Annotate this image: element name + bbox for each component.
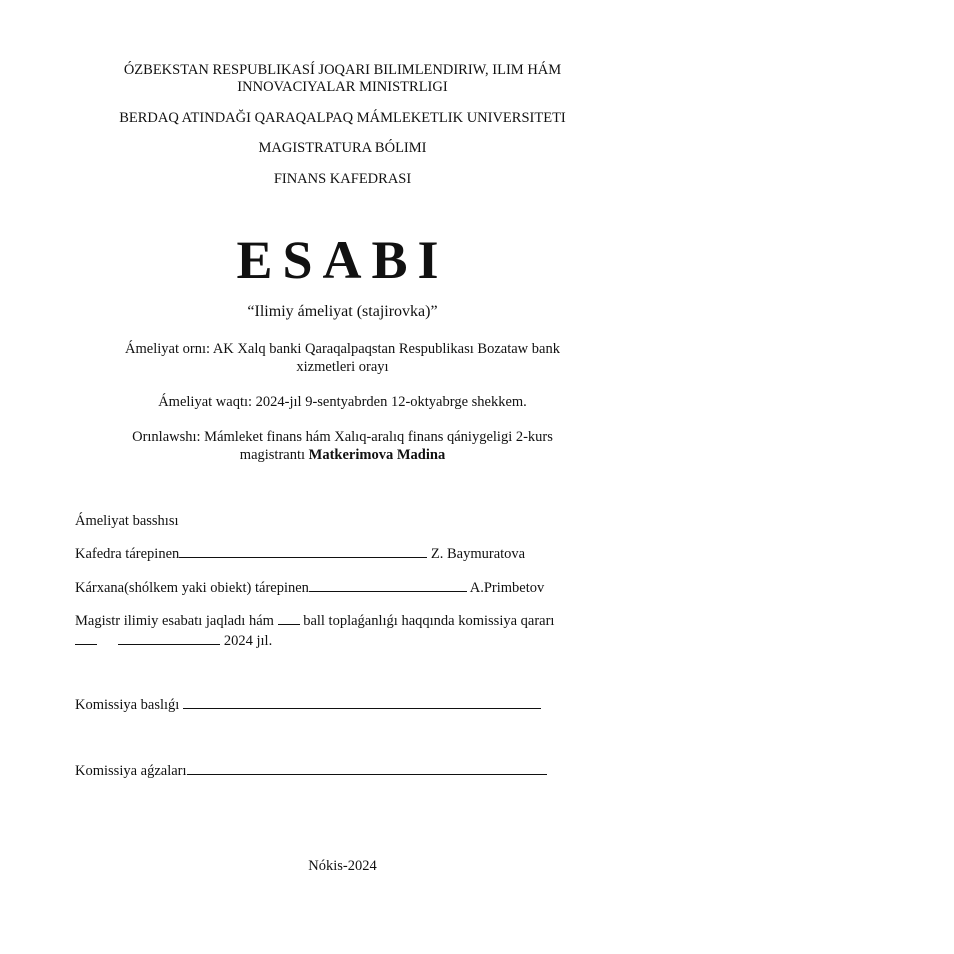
commission-members-label: Komissiya aǵzaları [75, 763, 187, 779]
practice-place-line-1: Ámeliyat ornı: AK Xalq banki Qaraqalpaqstan Respublikası Bozataw bank [125, 341, 560, 357]
karxana-signature-blank [309, 577, 467, 592]
defense-year: 2024 jıl. [223, 633, 273, 649]
commission-chair-line [75, 694, 541, 714]
ministry-line-1: ÓZBEKSTAN RESPUBLIKASÍ JOQARI BILIMLENDIRIW, ILIM HÁM [123, 62, 562, 78]
performer-line-1: Orınlawshı: Mámleket finans hám Xalıq-aralıq finans qániygeligi 2-kurs [132, 429, 553, 445]
commission-members-line [75, 760, 547, 780]
department-name: MAGISTRATURA BÓLIMI [258, 140, 427, 156]
performer-prefix: magistrantı [239, 447, 306, 463]
university-name: BERDAQ ATINDAĞI QARAQALPAQ MÁMLEKETLIK UNIVERSITETI [119, 110, 566, 126]
defense-text-b: ball toplaǵanlıǵı haqqında komissiya qararı [303, 613, 555, 629]
kafedra-signature-blank [179, 543, 427, 558]
defense-text-a: Magistr ilimiy esabatı jaqladı hám [75, 613, 274, 629]
defense-line-1 [75, 610, 554, 630]
commission-chair-blank [183, 694, 541, 709]
practice-place-line-2: xizmetleri orayı [296, 359, 389, 375]
document-title: ESABI [236, 230, 449, 290]
commission-members-blank [187, 760, 547, 775]
commission-chair-label: Komissiya baslıǵı [75, 697, 180, 713]
practice-time: Ámeliyat waqtı: 2024-jıl 9-sentyabrden 12-oktyabrge shekkem. [158, 394, 527, 410]
day-blank [75, 630, 97, 645]
footer-city-year: Nókis-2024 [308, 858, 377, 874]
document-subtitle: “Ilimiy ámeliyat (stajirovka)” [247, 303, 438, 320]
score-blank [278, 610, 300, 625]
kafedra-signature-line [75, 543, 525, 563]
defense-line-2 [75, 630, 272, 650]
performer-line-2 [40, 446, 645, 464]
kafedra-supervisor-name: Z. Baymuratova [430, 546, 526, 562]
karxana-supervisor-name: A.Primbetov [469, 580, 545, 596]
performer-name: Matkerimova Madina [308, 447, 446, 463]
supervisor-heading: Ámeliyat basshısı [75, 513, 179, 529]
karxana-signature-line [75, 577, 544, 597]
chair-name: FINANS KAFEDRASI [273, 171, 412, 187]
karxana-label: Kárxana(shólkem yaki obiekt) tárepinen [75, 580, 309, 596]
month-blank [118, 630, 220, 645]
ministry-line-2: INNOVACIYALAR MINISTRLIGI [237, 79, 448, 95]
kafedra-label: Kafedra tárepinen [75, 546, 180, 562]
